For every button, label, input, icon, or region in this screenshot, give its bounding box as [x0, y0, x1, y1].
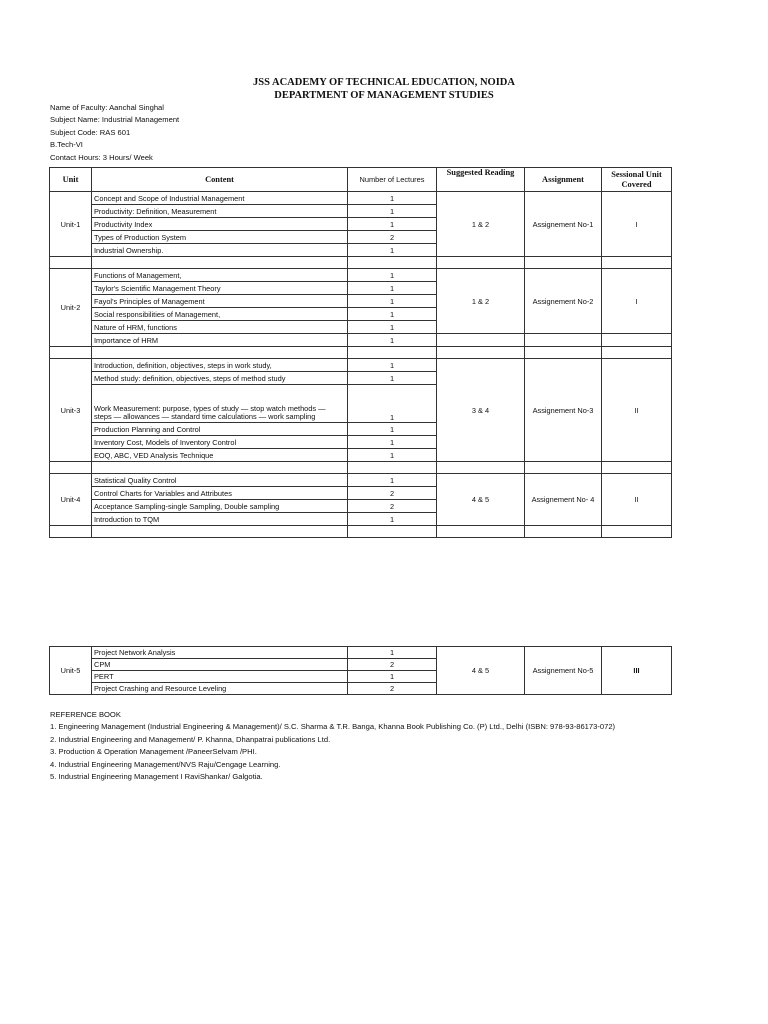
header-content: Content: [92, 168, 348, 192]
content-cell: Introduction, definition, objectives, steps in work study,: [92, 359, 348, 372]
lecture-count: 1: [348, 436, 437, 449]
unit-3-label: Unit-3: [50, 359, 92, 462]
content-cell: Types of Production System: [92, 231, 348, 244]
course-semester: B.Tech-VI: [50, 140, 83, 150]
content-cell: Importance of HRM: [92, 334, 348, 347]
lecture-count: 1: [348, 359, 437, 372]
lecture-count: 1: [348, 385, 437, 423]
content-cell: Taylor's Scientific Management Theory: [92, 282, 348, 295]
content-cell: Productivity: Definition, Measurement: [92, 205, 348, 218]
lecture-count: 1: [348, 423, 437, 436]
lecture-count: 1: [348, 308, 437, 321]
table-header-row: [50, 168, 672, 192]
unit-1-label: Unit-1: [50, 192, 92, 257]
content-cell: Project Network Analysis: [92, 647, 348, 659]
subject-code: Subject Code: RAS 601: [50, 127, 131, 137]
lecture-count: 2: [348, 683, 437, 695]
faculty-name: Name of Faculty: Aanchal Singhal: [50, 103, 164, 112]
lecture-count: 2: [348, 487, 437, 500]
lecture-count: 1: [348, 372, 437, 385]
content-cell: Industrial Ownership.: [92, 244, 348, 257]
department-title: DEPARTMENT OF MANAGEMENT STUDIES: [274, 90, 494, 101]
table-row: [50, 269, 672, 282]
content-cell: Method study: definition, objectives, steps of method study: [92, 372, 348, 385]
lecture-count: 1: [348, 205, 437, 218]
content-cell: PERT: [92, 671, 348, 683]
lecture-count: 1: [348, 334, 437, 347]
spacer-row: [50, 526, 672, 538]
lecture-count: 1: [348, 513, 437, 526]
lecture-count: 1: [348, 321, 437, 334]
content-cell: Productivity Index: [92, 218, 348, 231]
unit-2-label: Unit-2: [50, 269, 92, 347]
unit-3-reading: 3 & 4: [437, 359, 525, 462]
reference-item: 4. Industrial Engineering Management/NVS Raju/Cengage Learning.: [50, 759, 281, 769]
spacer-row: [50, 462, 672, 474]
header-lectures: Number of Lectures: [348, 168, 437, 192]
unit-4-reading: 4 & 5: [437, 474, 525, 526]
header-assignment: Assignment: [525, 168, 602, 192]
table-row: [50, 192, 672, 205]
reference-item: 1. Engineering Management (Industrial Engineering & Management)/ S.C. Sharma & T.R. Banga, Khanna Book Publishing Co. (P) Ltd., Delhi (ISBN: 978-93-86173-072): [50, 722, 616, 732]
reference-item: 5. Industrial Engineering Management I RaviShankar/ Galgotia.: [50, 772, 263, 782]
table-row: [50, 647, 672, 659]
content-cell: Production Planning and Control: [92, 423, 348, 436]
course-meta: [50, 102, 179, 164]
lecture-count: 1: [348, 295, 437, 308]
header-sessional: Sessional Unit Covered: [602, 168, 672, 192]
content-cell: Fayol's Principles of Management: [92, 295, 348, 308]
unit-4-label: Unit-4: [50, 474, 92, 526]
lecture-count: 1: [348, 218, 437, 231]
reference-item: 3. Production & Operation Management /PaneerSelvam /PHI.: [50, 747, 257, 757]
subject-name: Subject Name: Industrial Management: [50, 115, 180, 125]
contact-hours: Contact Hours: 3 Hours/ Week: [50, 152, 153, 162]
unit-2-reading: 1 & 2: [437, 269, 525, 334]
unit-5-label: Unit-5: [50, 647, 92, 695]
content-cell: Statistical Quality Control: [92, 474, 348, 487]
unit-5-table: [49, 646, 672, 695]
content-cell: Concept and Scope of Industrial Management: [92, 192, 348, 205]
content-cell: Introduction to TQM: [92, 513, 348, 526]
unit-2-assignment: Assignement No-2: [525, 269, 602, 334]
table-row: [50, 359, 672, 372]
content-cell: Social responsibilities of Management,: [92, 308, 348, 321]
institute-title: JSS ACADEMY OF TECHNICAL EDUCATION, NOIDA: [253, 77, 515, 88]
header-unit: Unit: [50, 168, 92, 192]
reference-title: REFERENCE BOOK: [50, 710, 121, 719]
unit-4-assignment: Assignement No- 4: [525, 474, 602, 526]
content-cell: Control Charts for Variables and Attributes: [92, 487, 348, 500]
spacer-row: [50, 347, 672, 359]
lecture-count: 1: [348, 269, 437, 282]
unit-5-reading: 4 & 5: [437, 647, 525, 695]
header-reading: Suggested Reading: [437, 168, 525, 192]
unit-3-assignment: Assignement No-3: [525, 359, 602, 462]
content-cell: Project Crashing and Resource Leveling: [92, 683, 348, 695]
lecture-count: 2: [348, 659, 437, 671]
unit-1-reading: 1 & 2: [437, 192, 525, 257]
lecture-count: 1: [348, 647, 437, 659]
unit-1-assignment: Assignement No-1: [525, 192, 602, 257]
content-cell: Work Measurement: purpose, types of study — stop watch methods — steps — allowances — standard time calculations — work sampling: [92, 385, 348, 423]
content-cell: Functions of Management,: [92, 269, 348, 282]
unit-5-sessional: III: [602, 647, 672, 695]
content-cell: Nature of HRM, functions: [92, 321, 348, 334]
lecture-count: 1: [348, 474, 437, 487]
unit-1-sessional: I: [602, 192, 672, 257]
unit-4-sessional: II: [602, 474, 672, 526]
lecture-count: 1: [348, 449, 437, 462]
spacer-row: [50, 257, 672, 269]
content-cell: EOQ, ABC, VED Analysis Technique: [92, 449, 348, 462]
reference-books: [50, 709, 615, 783]
lecture-count: 1: [348, 671, 437, 683]
unit-3-sessional: II: [602, 359, 672, 462]
table-row: [50, 334, 672, 347]
content-cell: Inventory Cost, Models of Inventory Control: [92, 436, 348, 449]
syllabus-table: [49, 167, 672, 538]
lecture-count: 1: [348, 244, 437, 257]
content-cell: CPM: [92, 659, 348, 671]
lecture-count: 1: [348, 282, 437, 295]
unit-5-assignment: Assignement No-5: [525, 647, 602, 695]
content-cell: Acceptance Sampling-single Sampling, Double sampling: [92, 500, 348, 513]
reference-item: 2. Industrial Engineering and Management/ P. Khanna, Dhanpatrai publications Ltd.: [50, 734, 331, 744]
table-row: [50, 474, 672, 487]
lecture-count: 2: [348, 231, 437, 244]
unit-2-sessional: I: [602, 269, 672, 334]
lecture-count: 1: [348, 192, 437, 205]
lecture-count: 2: [348, 500, 437, 513]
